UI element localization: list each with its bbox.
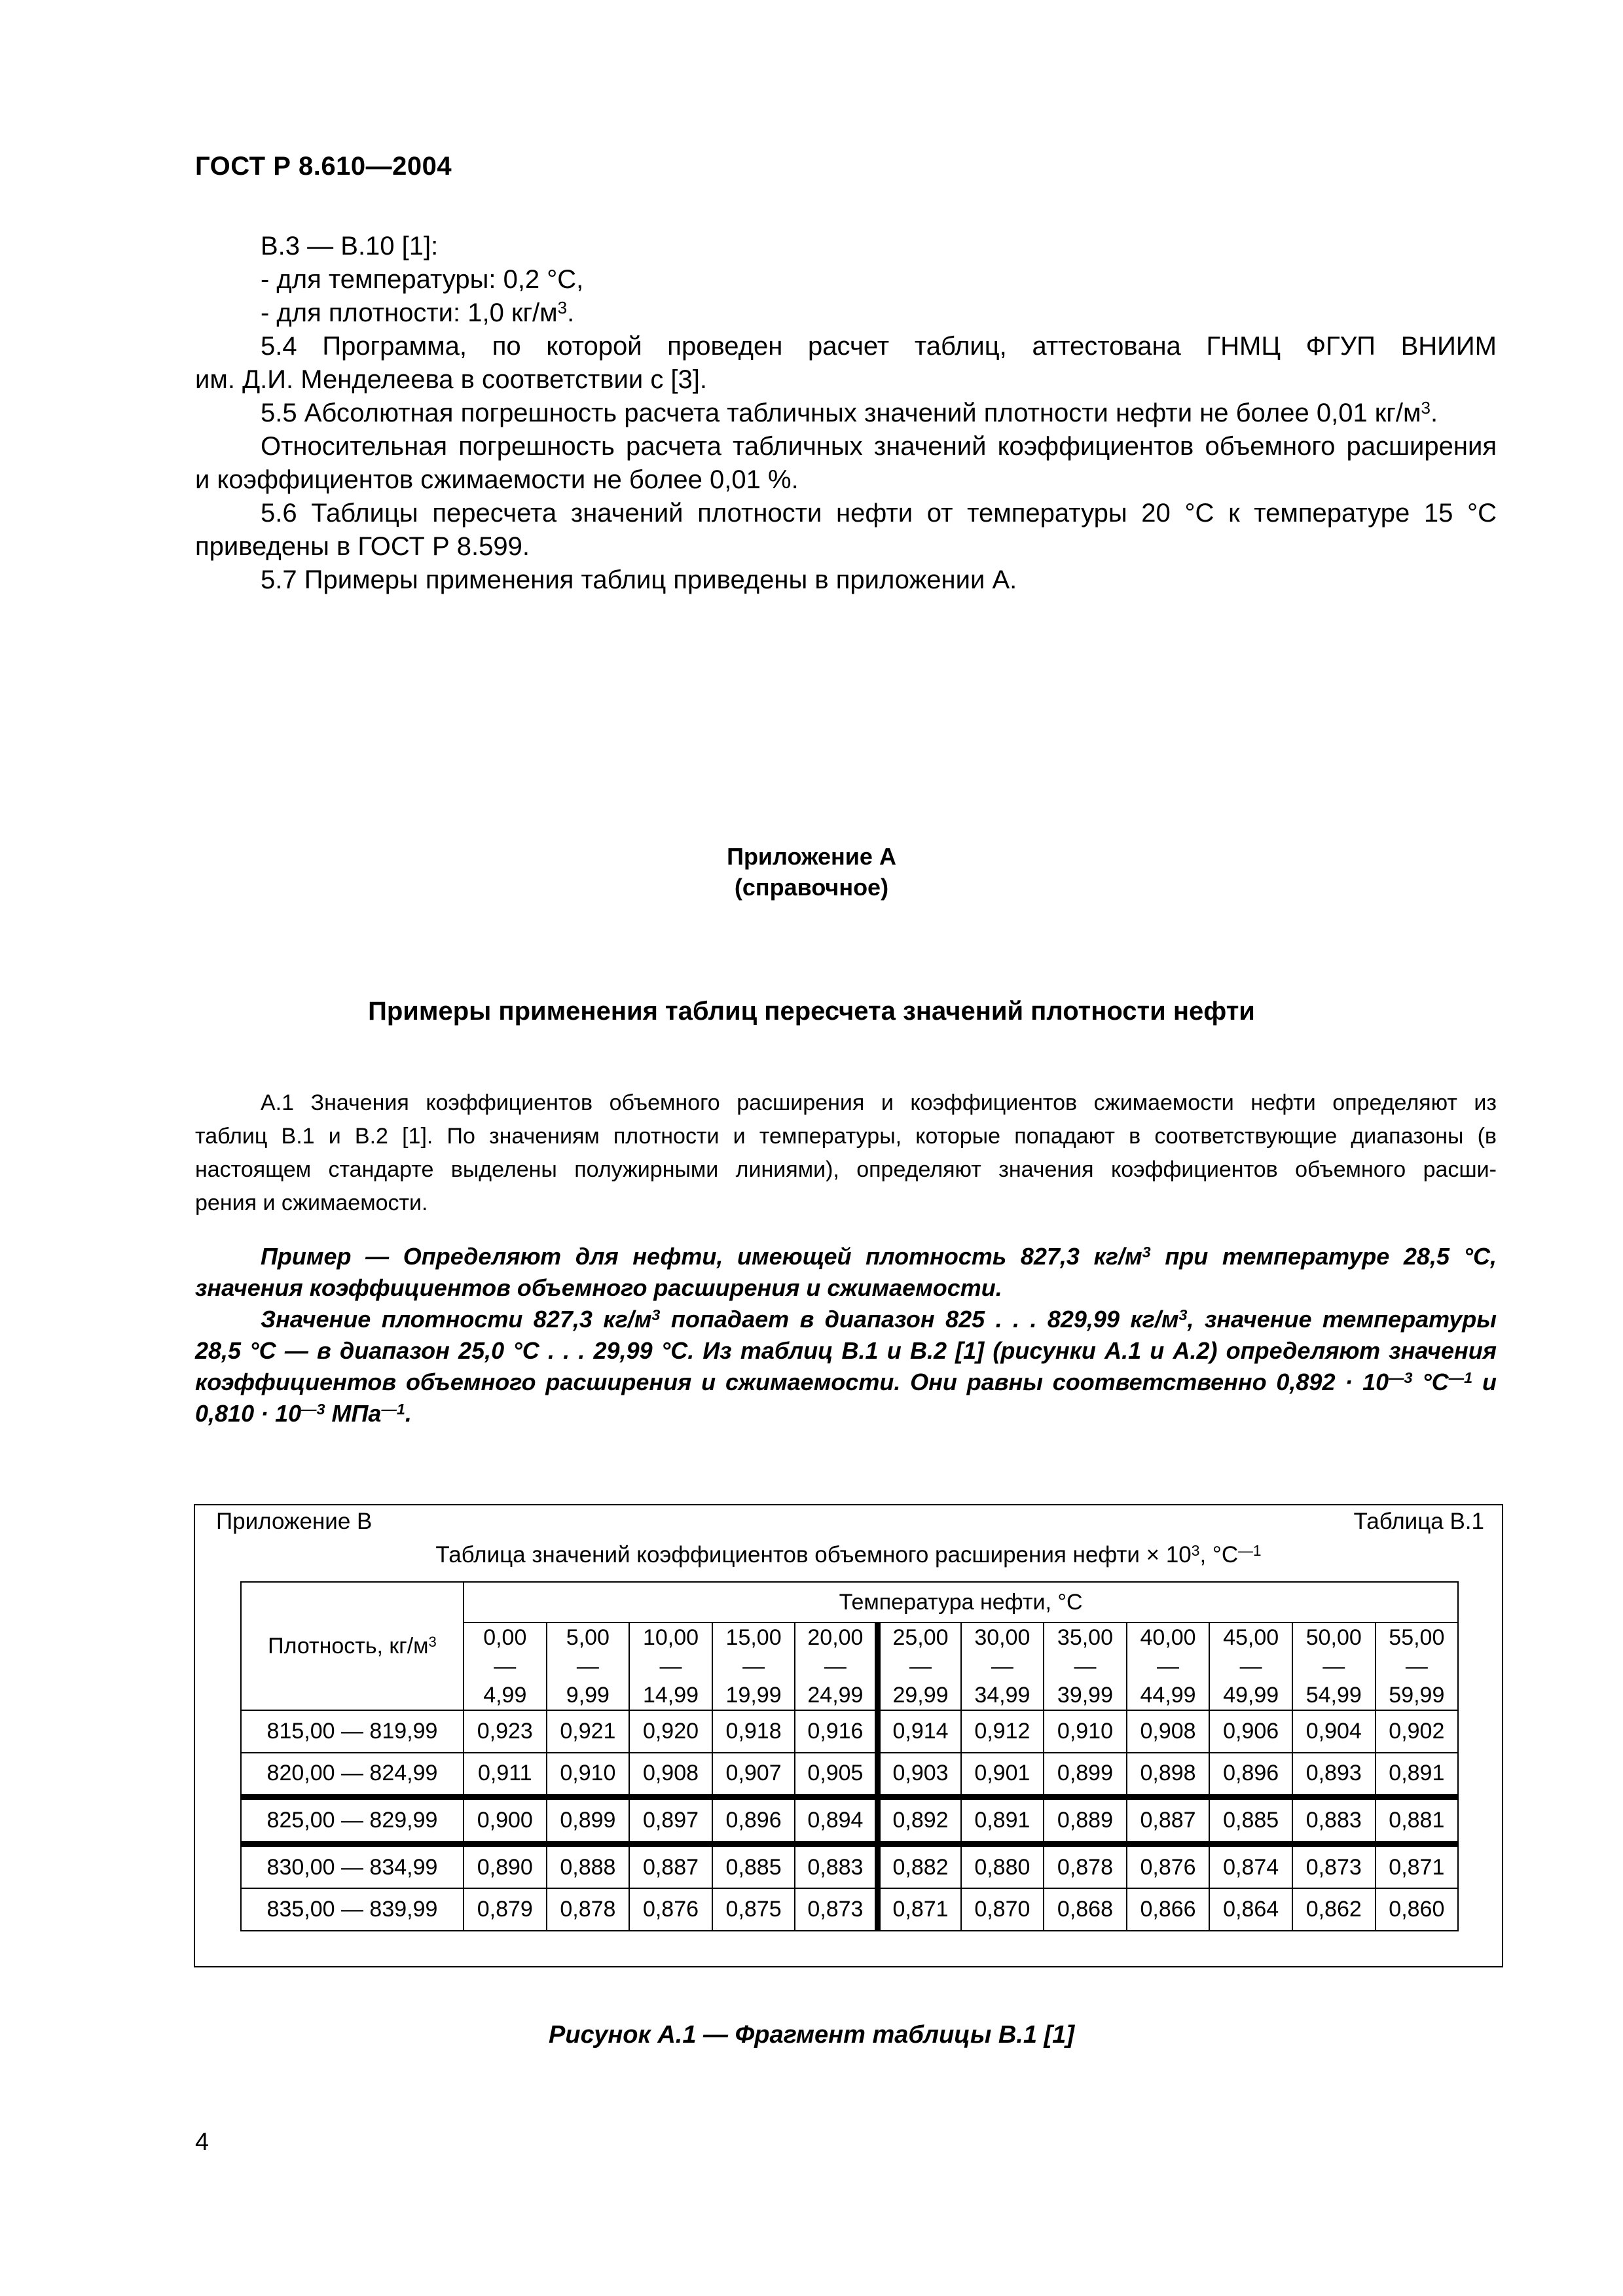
- example-line-3: Значение плотности 827,3 $кг/м^3$ попадает в диапазон 825 . . . 829,99 $кг/м^3$, значение температуры: [261, 1306, 1497, 1333]
- temperature-range-header: [878, 1623, 961, 1710]
- temperature-range-header: [1044, 1623, 1127, 1710]
- coefficient-cell: 0,864: [1209, 1888, 1292, 1931]
- coefficient-cell: 0,910: [547, 1753, 630, 1797]
- density-range-cell: 815,00 — 819,99: [241, 1710, 464, 1753]
- coefficient-cell: 0,892: [878, 1797, 961, 1844]
- range-to: 39,99: [1057, 1683, 1113, 1708]
- coefficient-cell: 0,914: [878, 1710, 961, 1753]
- range-dash: —: [742, 1654, 765, 1679]
- example-line-2: значения коэффициентов объемного расширения и сжимаемости.: [195, 1274, 1002, 1301]
- coefficient-cell: 0,893: [1292, 1753, 1376, 1797]
- range-from: 5,00: [566, 1625, 610, 1650]
- paragraph-5-7: 5.7 Примеры применения таблиц приведены в приложении А.: [261, 565, 1017, 594]
- figure-table-title: Таблица значений коэффициентов объемного расширения нефти × $10^3$, $^\circ С^{—1}$: [435, 1541, 1262, 1568]
- range-from: 15,00: [725, 1625, 782, 1650]
- range-from: 0,00: [483, 1625, 527, 1650]
- coefficient-cell: 0,896: [712, 1797, 795, 1844]
- range-from: 20,00: [807, 1625, 864, 1650]
- appendix-heading: Примеры применения таблиц пересчета значений плотности нефти: [368, 997, 1255, 1026]
- coefficient-cell: 0,870: [961, 1888, 1044, 1931]
- coefficient-cell: 0,894: [795, 1797, 878, 1844]
- coefficient-cell: 0,887: [1127, 1797, 1210, 1844]
- coefficient-cell: 0,908: [1127, 1710, 1210, 1753]
- temperature-range-header: [961, 1623, 1044, 1710]
- coefficient-cell: 0,883: [1292, 1797, 1376, 1844]
- coefficient-cell: 0,921: [547, 1710, 630, 1753]
- coefficient-cell: 0,890: [464, 1844, 547, 1888]
- coefficient-cell: 0,896: [1209, 1753, 1292, 1797]
- table-row: [241, 1710, 1458, 1753]
- coefficient-cell: 0,860: [1376, 1888, 1459, 1931]
- coefficient-cell: 0,871: [1376, 1844, 1459, 1888]
- coefficient-cell: 0,904: [1292, 1710, 1376, 1753]
- temperature-range-header: [1127, 1623, 1210, 1710]
- coefficient-cell: 0,885: [1209, 1797, 1292, 1844]
- range-from: 50,00: [1305, 1625, 1362, 1650]
- temperature-range-header: [629, 1623, 712, 1710]
- coefficient-cell: 0,888: [547, 1844, 630, 1888]
- coefficient-cell: 0,871: [878, 1888, 961, 1931]
- coefficient-cell: 0,906: [1209, 1710, 1292, 1753]
- coefficient-cell: 0,868: [1044, 1888, 1127, 1931]
- range-dash: —: [494, 1654, 517, 1679]
- example-line-6: $0,810 \cdot 10^{—3}$ МПа$^{—1}$.: [195, 1400, 412, 1427]
- range-dash: —: [1322, 1654, 1345, 1679]
- range-dash: —: [909, 1654, 932, 1679]
- paragraph-5-6-line-2: приведены в ГОСТ Р 8.599.: [195, 532, 530, 561]
- temperature-range-header: [1209, 1623, 1292, 1710]
- coefficient-cell: 0,883: [795, 1844, 878, 1888]
- coefficient-cell: 0,875: [712, 1888, 795, 1931]
- temperature-range-header: [795, 1623, 878, 1710]
- intro-line-2: - для температуры: 0,2 °С,: [261, 265, 584, 294]
- coefficient-cell: 0,905: [795, 1753, 878, 1797]
- example-line-5: коэффициентов объемного расширения и сжимаемости. Они равны соответственно $0,892 \cdot 10^{—3}$ $^\circ С^{—1}$ и: [195, 1369, 1497, 1395]
- range-dash: —: [1074, 1654, 1097, 1679]
- range-from: 10,00: [642, 1625, 699, 1650]
- coefficient-cell: 0,901: [961, 1753, 1044, 1797]
- coefficient-cell: 0,899: [547, 1797, 630, 1844]
- temperature-range-header: [464, 1623, 547, 1710]
- relative-error-line-1: Относительная погрешность расчета табличных значений коэффициентов объемного расширения: [261, 432, 1497, 461]
- coefficient-cell: 0,889: [1044, 1797, 1127, 1844]
- density-range-cell: 830,00 — 834,99: [241, 1844, 464, 1888]
- coefficient-cell: 0,907: [712, 1753, 795, 1797]
- temperature-range-header: [712, 1623, 795, 1710]
- example-line-1: Пример — Определяют для нефти, имеющей плотность 827,3 $кг/м^3$ при температуре 28,5 °С,: [261, 1243, 1497, 1270]
- range-to: 44,99: [1140, 1683, 1196, 1708]
- coefficient-cell: 0,887: [629, 1844, 712, 1888]
- figure-table-label: Таблица В.1: [1353, 1509, 1484, 1534]
- coefficient-cell: 0,910: [1044, 1710, 1127, 1753]
- coefficient-cell: 0,878: [547, 1888, 630, 1931]
- coefficient-cell: 0,879: [464, 1888, 547, 1931]
- coefficient-cell: 0,912: [961, 1710, 1044, 1753]
- coefficient-cell: 0,873: [1292, 1844, 1376, 1888]
- table-row: [241, 1753, 1458, 1797]
- coefficient-cell: 0,908: [629, 1753, 712, 1797]
- density-range-cell: 825,00 — 829,99: [241, 1797, 464, 1844]
- coefficient-cell: 0,876: [1127, 1844, 1210, 1888]
- coefficient-cell: 0,866: [1127, 1888, 1210, 1931]
- range-to: 24,99: [807, 1683, 864, 1708]
- temperature-range-header: [547, 1623, 630, 1710]
- example-line-4: 28,5 °С — в диапазон 25,0 °С . . . 29,99 °С. Из таблиц В.1 и В.2 [1] (рисунки А.1 и А.2) определяют значения: [195, 1337, 1497, 1364]
- paragraph-5-6-line-1: 5.6 Таблицы пересчета значений плотности нефти от температуры 20 °С к температуре 15 °С: [261, 499, 1497, 528]
- range-to: 49,99: [1223, 1683, 1279, 1708]
- range-to: 4,99: [483, 1683, 527, 1708]
- range-to: 54,99: [1305, 1683, 1362, 1708]
- paragraph-5-4-line-1: 5.4 Программа, по которой проведен расчет таблиц, аттестована ГНМЦ ФГУП ВНИИМ: [261, 332, 1497, 361]
- intro-line-3: - для плотности: 1,0 $кг/м^3$.: [261, 298, 575, 327]
- range-to: 14,99: [642, 1683, 699, 1708]
- coefficient-cell: 0,902: [1376, 1710, 1459, 1753]
- range-dash: —: [1239, 1654, 1262, 1679]
- coefficient-cell: 0,891: [1376, 1753, 1459, 1797]
- paragraph-5-5: 5.5 Абсолютная погрешность расчета табличных значений плотности нефти не более 0,01 $кг/м^3$.: [261, 398, 1438, 427]
- table-row: [241, 1844, 1458, 1888]
- coefficient-cell: 0,881: [1376, 1797, 1459, 1844]
- range-dash: —: [659, 1654, 682, 1679]
- temperature-range-header: [1292, 1623, 1376, 1710]
- expansion-coefficient-table: [240, 1581, 1459, 1931]
- coefficient-cell: 0,862: [1292, 1888, 1376, 1931]
- coefficient-cell: 0,920: [629, 1710, 712, 1753]
- range-dash: —: [576, 1654, 599, 1679]
- a1-line-1: А.1 Значения коэффициентов объемного расширения и коэффициентов сжимаемости нефти определяют из: [261, 1090, 1497, 1115]
- appendix-title: Приложение А: [727, 843, 896, 870]
- document-code: ГОСТ Р 8.610—2004: [195, 152, 452, 181]
- figure-appendix-label: Приложение В: [216, 1509, 373, 1534]
- range-from: 40,00: [1140, 1625, 1196, 1650]
- coefficient-cell: 0,882: [878, 1844, 961, 1888]
- page-number: 4: [195, 2128, 210, 2156]
- range-dash: —: [1157, 1654, 1180, 1679]
- coefficient-cell: 0,874: [1209, 1844, 1292, 1888]
- table-row: [241, 1797, 1458, 1844]
- coefficient-cell: 0,885: [712, 1844, 795, 1888]
- range-from: 45,00: [1223, 1625, 1279, 1650]
- coefficient-cell: 0,873: [795, 1888, 878, 1931]
- coefficient-cell: 0,897: [629, 1797, 712, 1844]
- range-to: 19,99: [725, 1683, 782, 1708]
- range-to: 34,99: [974, 1683, 1030, 1708]
- range-to: 59,99: [1389, 1683, 1445, 1708]
- range-from: 55,00: [1389, 1625, 1445, 1650]
- intro-line-1: В.3 — В.10 [1]:: [261, 232, 439, 260]
- temperature-range-header: [1376, 1623, 1459, 1710]
- coefficient-cell: 0,891: [961, 1797, 1044, 1844]
- range-from: 25,00: [892, 1625, 949, 1650]
- coefficient-cell: 0,899: [1044, 1753, 1127, 1797]
- range-dash: —: [1405, 1654, 1428, 1679]
- paragraph-5-4-line-2: им. Д.И. Менделеева в соответствии с [3].: [195, 365, 708, 394]
- coefficient-cell: 0,878: [1044, 1844, 1127, 1888]
- coefficient-cell: 0,900: [464, 1797, 547, 1844]
- range-dash: —: [824, 1654, 847, 1679]
- coefficient-cell: 0,903: [878, 1753, 961, 1797]
- appendix-subtitle: (справочное): [734, 874, 889, 901]
- range-from: 30,00: [974, 1625, 1030, 1650]
- range-from: 35,00: [1057, 1625, 1113, 1650]
- range-to: 29,99: [892, 1683, 949, 1708]
- a1-line-2: таблиц В.1 и В.2 [1]. По значениям плотности и температуры, которые попадают в соответствующие диапазоны (в: [195, 1124, 1497, 1149]
- coefficient-cell: 0,880: [961, 1844, 1044, 1888]
- temperature-column-header: Температура нефти, °С: [464, 1582, 1458, 1623]
- coefficient-cell: 0,916: [795, 1710, 878, 1753]
- a1-line-3: настоящем стандарте выделены полужирными линиями), определяют значения коэффициентов объемного расши-: [195, 1157, 1497, 1182]
- coefficient-cell: 0,876: [629, 1888, 712, 1931]
- table-row: [241, 1888, 1458, 1931]
- coefficient-cell: 0,898: [1127, 1753, 1210, 1797]
- coefficient-cell: 0,923: [464, 1710, 547, 1753]
- relative-error-line-2: и коэффициентов сжимаемости не более 0,01 %.: [195, 465, 799, 494]
- coefficient-cell: 0,911: [464, 1753, 547, 1797]
- range-to: 9,99: [566, 1683, 610, 1708]
- a1-line-4: рения и сжимаемости.: [195, 1191, 428, 1215]
- range-dash: —: [991, 1654, 1013, 1679]
- figure-caption: Рисунок А.1 — Фрагмент таблицы В.1 [1]: [549, 2021, 1074, 2049]
- density-column-header: Плотность, $кг/м^3$: [241, 1582, 464, 1710]
- coefficient-cell: 0,918: [712, 1710, 795, 1753]
- density-range-cell: 835,00 — 839,99: [241, 1888, 464, 1931]
- density-range-cell: 820,00 — 824,99: [241, 1753, 464, 1797]
